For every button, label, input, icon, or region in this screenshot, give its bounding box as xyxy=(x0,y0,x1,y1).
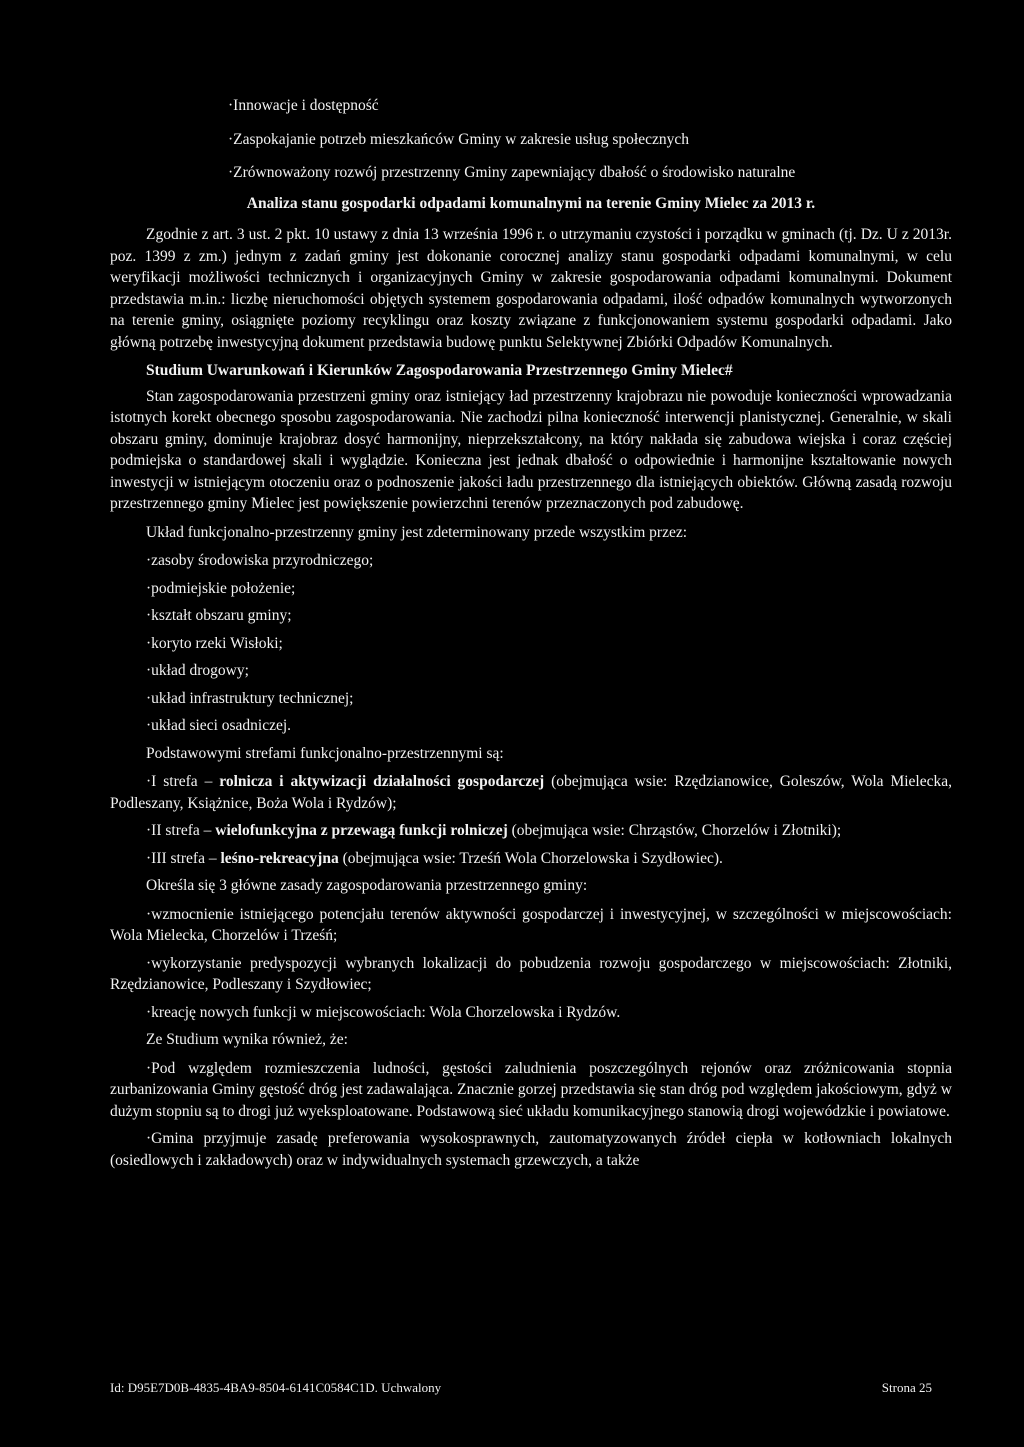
strefa-description: (obejmująca wsie: Rzędzianowice, Goleszów, Wola Mielecka, Podleszany, Książnice, Boża Wola i Rydzów); xyxy=(110,773,952,812)
top-list-item: ·Zaspokajanie potrzeb mieszkańców Gminy w zakresie usług społecznych xyxy=(228,130,689,148)
strefa-name: rolnicza i aktywizacji działalności gospodarczej xyxy=(219,773,545,790)
uklad-list-item: ·podmiejskie położenie; xyxy=(146,579,296,597)
strefa-item xyxy=(110,848,952,870)
uklad-list-item: ·układ infrastruktury technicznej; xyxy=(146,689,354,707)
uklad-list-item: ·zasoby środowiska przyrodniczego; xyxy=(146,552,374,569)
wynika-item: ·Pod względem rozmieszczenia ludności, gęstości zaludnienia poszczególnych rejonów oraz zróżnicowania stopnia zurbanizowania Gminy gęstość dróg jest zadawalająca. Znacznie gorzej przedstawia się stan dróg pod względem jakościowym, gdyż w dużym stopniu są to drogi już wyeksploatowane. Podstawową sieć układu komunikacyjnego stanowią drogi wojewódzkie i powiatowe. xyxy=(110,1059,952,1120)
strefa-prefix: ·III strefa – xyxy=(146,849,221,867)
strefa-item xyxy=(110,820,952,842)
strefa-description: (obejmująca wsie: Chrząstów, Chorzelów i Złotniki); xyxy=(507,822,842,839)
zasada-item: ·wykorzystanie predyspozycji wybranych lokalizacji do pobudzenia rozwoju gospodarczego w miejscowościach: Złotniki, Rzędzianowice, Podleszany i Szydłowiec; xyxy=(110,954,952,993)
wynika-item: ·Gmina przyjmuje zasadę preferowania wysokosprawnych, zautomatyzowanych źródeł ciepła w kotłowniach lokalnych (osiedlowych i zakładowych) oraz w indywidualnych systemach grzewczych, a także xyxy=(110,1130,952,1169)
strefy-intro: Podstawowymi strefami funkcjonalno-przestrzennymi są: xyxy=(146,744,504,762)
zasada-item: ·wzmocnienie istniejącego potencjału terenów aktywności gospodarczej i inwestycyjnej, w szczególności w miejscowościach: Wola Mielecka, Chorzelów i Trześń; xyxy=(110,905,952,944)
zasada-item: ·kreację nowych funkcji w miejscowościach: Wola Chorzelowska i Rydzów. xyxy=(146,1003,621,1021)
studium-paragraph: Stan zagospodarowania przestrzeni gminy oraz istniejący ład przestrzenny krajobrazu nie powoduje konieczności wprowadzania istotnych korekt obecnego sposobu zagospodarowania. Nie zachodzi pilna konieczność interwencji planistycznej. Generalnie, w skali obszaru gminy, dominuje krajobraz dosyć harmonijny, nieprzekształcony, na który nakłada się zabudowa wiejska i coraz częściej podmiejska o standardowej skali i wyglądzie. Konieczna jest jednak dbałość o odpowiednie i harmonijne kształtowanie nowych inwestycji w istniejącym otoczeniu oraz o podnoszenie jakości ładu przestrzennego dla istniejących obiektów. Główną zasadą rozwoju przestrzennego gminy Mielec jest powiększenie powierzchni terenów przeznaczonych pod zabudowę. xyxy=(110,387,952,512)
page-number: Strona 25 xyxy=(881,1380,932,1395)
top-list-item: ·Zrównoważony rozwój przestrzenny Gminy zapewniający dbałość o środowisko naturalne xyxy=(228,164,796,181)
uklad-list-item: ·układ drogowy; xyxy=(146,662,249,679)
page-footer xyxy=(110,1377,932,1399)
strefa-name: wielofunkcyjna z przewagą funkcji rolniczej xyxy=(215,822,508,839)
strefa-prefix: ·I strefa – xyxy=(146,773,220,790)
uklad-list-item: ·koryto rzeki Wisłoki; xyxy=(146,634,283,652)
strefa-item xyxy=(110,771,952,814)
studium-wynika-intro: Ze Studium wynika również, że: xyxy=(146,1031,348,1048)
top-list-item: ·Innowacje i dostępność xyxy=(228,97,379,114)
strefa-prefix: ·II strefa – xyxy=(146,822,216,839)
document-id: Id: D95E7D0B-4835-4BA9-8504-6141C0584C1D. Uchwalony xyxy=(110,1380,442,1395)
strefa-name: leśno-rekreacyjna xyxy=(220,849,339,867)
studium-heading: Studium Uwarunkowań i Kierunków Zagospodarowania Przestrzennego Gminy Mielec# xyxy=(146,362,733,379)
strefa-description: (obejmująca wsie: Trześń Wola Chorzelowska i Szydłowiec). xyxy=(338,849,723,867)
uklad-list-item: ·kształt obszaru gminy; xyxy=(146,607,292,624)
uklad-list-item: ·układ sieci osadniczej. xyxy=(146,717,292,734)
page-content xyxy=(110,95,952,1177)
analysis-paragraph: Zgodnie z art. 3 ust. 2 pkt. 10 ustawy z dnia 13 września 1996 r. o utrzymaniu czystości i porządku w gminach (tj. Dz. U z 2013r. poz. 1399 z zm.) jednym z zadań gminy jest dokonanie corocznej analizy stanu gospodarki odpadami komunalnymi, w celu weryfikacji możliwości technicznych i organizacyjnych Gminy w zakresie gospodarowania odpadami komunalnymi. Dokument przedstawia m.in.: liczbę nieruchomości objętych systemem gospodarowania odpadami, ilość odpadów komunalnych wytworzonych na terenie gminy, osiągnięte poziomy recyklingu oraz koszty związane z funkcjonowaniem systemu gospodarki odpadami. Jako główną potrzebę inwestycyjną dokument przedstawia budowę punktu Selektywnej Zbiórki Odpadów Komunalnych. xyxy=(110,226,952,351)
analysis-heading: Analiza stanu gospodarki odpadami komunalnymi na terenie Gminy Mielec za 2013 r. xyxy=(246,194,816,212)
uklad-intro: Układ funkcjonalno-przestrzenny gminy jest zdeterminowany przede wszystkim przez: xyxy=(146,523,688,541)
zasady-intro: Określa się 3 główne zasady zagospodarowania przestrzennego gminy: xyxy=(146,877,588,894)
